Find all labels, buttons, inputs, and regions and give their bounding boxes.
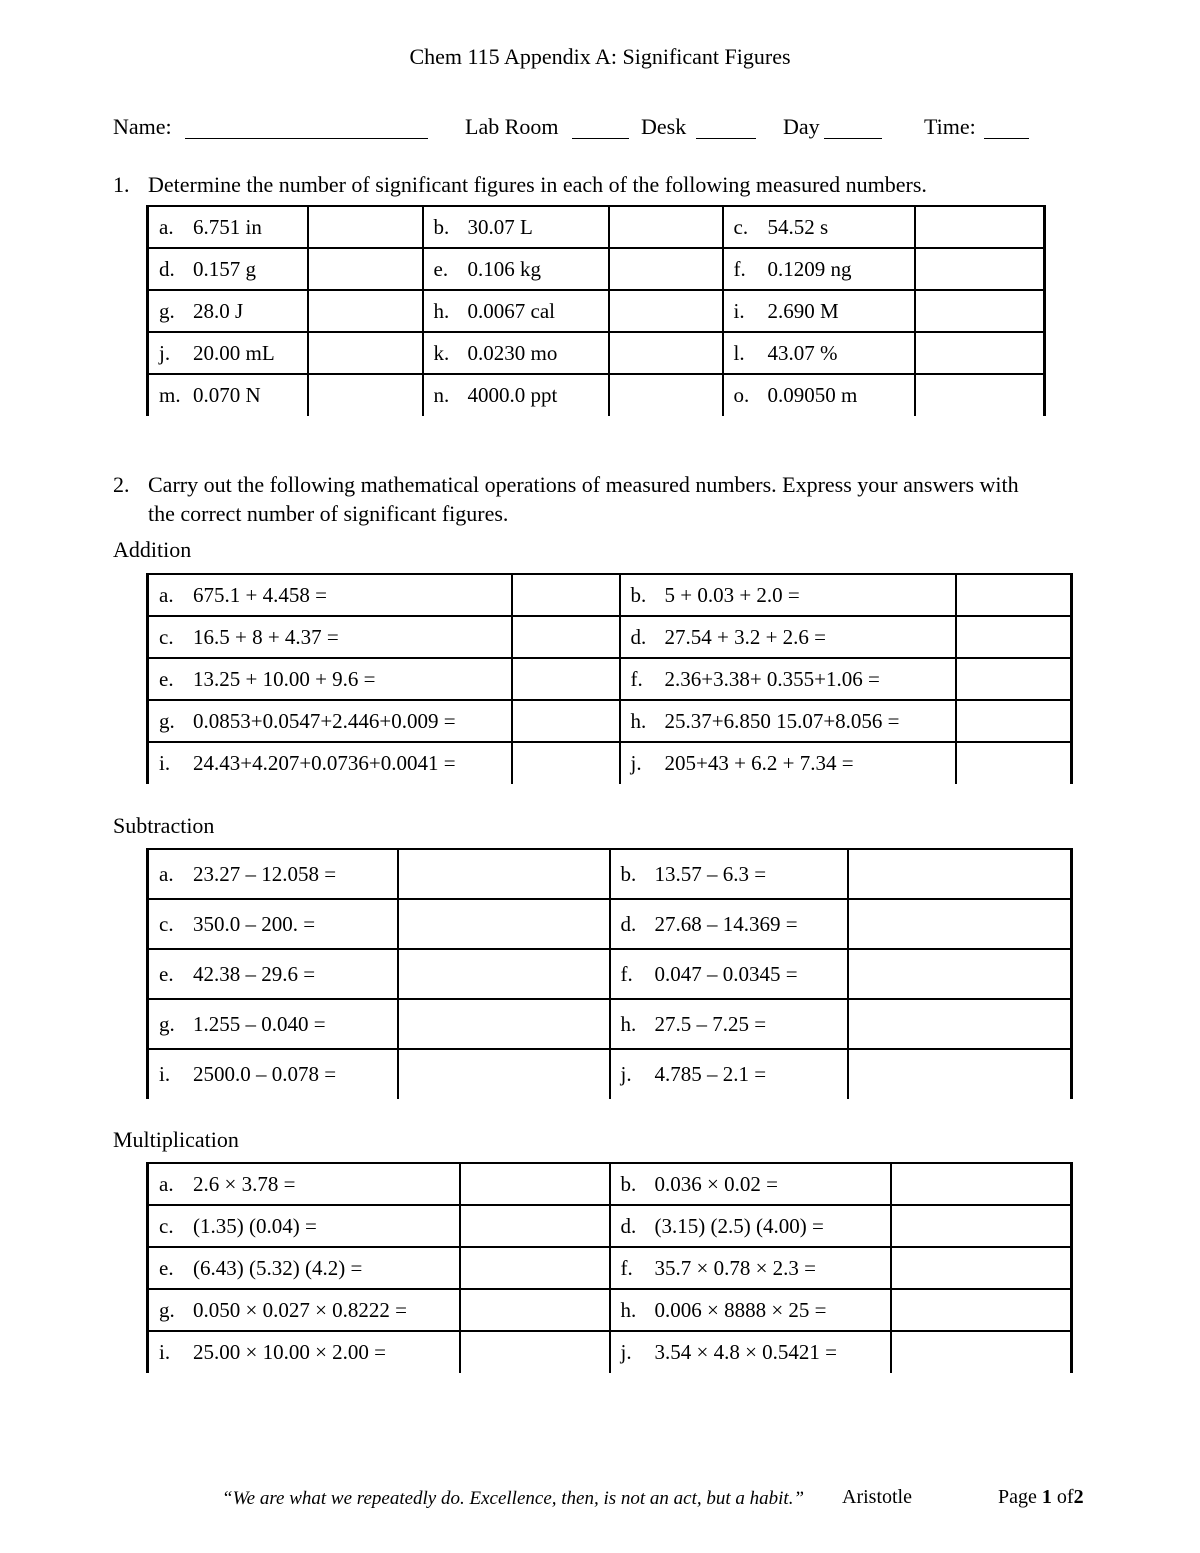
table-row	[148, 332, 1045, 374]
answer-cell[interactable]	[512, 700, 620, 742]
subtraction-heading: Subtraction	[113, 813, 215, 838]
answer-cell[interactable]	[609, 374, 723, 416]
problem-value: 4.785 – 2.1 =	[654, 1062, 767, 1086]
answer-cell[interactable]	[609, 290, 723, 332]
problem-cell	[610, 1289, 891, 1331]
answer-cell[interactable]	[891, 1247, 1072, 1289]
problem-value: 2500.0 – 0.078 =	[193, 1062, 337, 1086]
answer-cell[interactable]	[512, 742, 620, 784]
problem-letter: o.	[733, 383, 750, 407]
problem-cell	[610, 1331, 891, 1373]
table-row	[148, 248, 1045, 290]
problem-cell	[423, 332, 609, 374]
answer-cell[interactable]	[848, 949, 1072, 999]
answer-cell[interactable]	[915, 206, 1045, 248]
problem-cell	[148, 1163, 460, 1205]
problem-value: 0.036 × 0.02 =	[654, 1171, 778, 1196]
problem-value: 20.00 mL	[193, 340, 275, 365]
problem-value: 0.09050 m	[767, 383, 858, 407]
problem-value: 23.27 – 12.058 =	[193, 861, 337, 886]
problem-letter: d.	[620, 1213, 637, 1238]
answer-cell[interactable]	[848, 1049, 1072, 1099]
problem-value: 0.0067 cal	[467, 298, 555, 323]
problem-cell	[723, 332, 915, 374]
page-title: Chem 115 Appendix A: Significant Figures	[409, 44, 791, 69]
problem-value: 675.1 + 4.458 =	[193, 582, 327, 607]
problem-cell	[610, 1163, 891, 1205]
name-field[interactable]	[185, 118, 428, 139]
question-number: 1.	[113, 172, 130, 197]
problem-value: 0.050 × 0.027 × 0.8222 =	[193, 1297, 408, 1322]
answer-cell[interactable]	[891, 1163, 1072, 1205]
problem-value: (1.35) (0.04) =	[193, 1213, 317, 1238]
question-number: 2.	[113, 472, 130, 497]
problem-cell	[148, 206, 308, 248]
problem-value: 35.7 × 0.78 × 2.3 =	[654, 1255, 817, 1280]
problem-value: 3.54 × 4.8 × 0.5421 =	[654, 1340, 838, 1364]
problem-value: 43.07 %	[767, 340, 838, 365]
table-row	[148, 374, 1045, 416]
problem-letter: b.	[620, 861, 637, 886]
answer-cell[interactable]	[891, 1205, 1072, 1247]
lab-room-label: Lab Room	[465, 114, 559, 139]
problem-cell	[620, 742, 956, 784]
problem-letter: j.	[620, 1062, 632, 1086]
answer-cell[interactable]	[512, 658, 620, 700]
problem-value: 205+43 + 6.2 + 7.34 =	[664, 751, 854, 775]
problem-value: 42.38 – 29.6 =	[193, 961, 316, 986]
problem-value: 0.1209 ng	[767, 256, 852, 281]
footer-quote: “We are what we repeatedly do. Excellence, then, is not an act, but a habit.”	[222, 1488, 805, 1509]
answer-cell[interactable]	[609, 332, 723, 374]
table-row	[148, 1247, 1072, 1289]
problem-cell	[148, 742, 512, 784]
table-row	[148, 742, 1072, 784]
problem-letter: h.	[620, 1297, 637, 1322]
problem-cell	[423, 374, 609, 416]
day-field[interactable]	[824, 118, 882, 139]
problem-letter: e.	[159, 961, 174, 986]
problem-value: 54.52 s	[767, 214, 829, 239]
answer-cell[interactable]	[956, 616, 1072, 658]
problem-cell	[723, 248, 915, 290]
problem-value: 2.690 M	[767, 298, 839, 323]
problem-cell	[610, 949, 848, 999]
table-row	[148, 290, 1045, 332]
problem-letter: a.	[159, 214, 174, 239]
problem-letter: a.	[159, 1171, 174, 1196]
table-row	[148, 206, 1045, 248]
problem-value: 6.751 in	[193, 214, 262, 239]
problem-letter: e.	[159, 1255, 174, 1280]
problem-cell	[423, 290, 609, 332]
problem-letter: h.	[630, 708, 647, 733]
problem-letter: j.	[630, 751, 642, 775]
page-prefix: Page	[998, 1486, 1037, 1508]
table-row	[148, 658, 1072, 700]
answer-cell[interactable]	[308, 332, 423, 374]
problem-letter: k.	[433, 340, 450, 365]
problem-letter: h.	[620, 1011, 637, 1036]
problem-letter: a.	[159, 861, 174, 886]
answer-cell[interactable]	[398, 899, 610, 949]
problem-value: 27.54 + 3.2 + 2.6 =	[664, 624, 827, 649]
answer-cell[interactable]	[460, 1163, 610, 1205]
problem-cell	[723, 206, 915, 248]
desk-label: Desk	[641, 114, 687, 139]
problem-value: 16.5 + 8 + 4.37 =	[193, 624, 339, 649]
problem-cell	[148, 949, 398, 999]
table-row	[148, 616, 1072, 658]
answer-cell[interactable]	[398, 999, 610, 1049]
question-text-line-1: Carry out the following mathematical operations of measured numbers. Express your answers with	[148, 472, 1019, 497]
problem-cell	[620, 700, 956, 742]
table-row	[148, 1331, 1072, 1373]
problem-letter: i.	[733, 298, 745, 323]
problem-cell	[610, 1247, 891, 1289]
problem-value: 28.0 J	[193, 298, 244, 323]
problem-cell	[148, 1331, 460, 1373]
problem-cell	[148, 248, 308, 290]
problem-cell	[620, 574, 956, 616]
answer-cell[interactable]	[848, 999, 1072, 1049]
problem-letter: d.	[159, 256, 175, 281]
answer-cell[interactable]	[460, 1289, 610, 1331]
problem-letter: i.	[159, 1062, 171, 1086]
problem-letter: b.	[620, 1171, 637, 1196]
question-text: Determine the number of significant figures in each of the following measured numbers.	[148, 172, 927, 197]
answer-cell[interactable]	[956, 658, 1072, 700]
sig-fig-table	[146, 205, 1046, 416]
problem-cell	[610, 999, 848, 1049]
problem-cell	[148, 1247, 460, 1289]
problem-cell	[148, 1049, 398, 1099]
answer-cell[interactable]	[308, 374, 423, 416]
lab-room-field[interactable]	[572, 118, 629, 139]
table-row	[148, 1163, 1072, 1205]
problem-value: (6.43) (5.32) (4.2) =	[193, 1255, 363, 1280]
multiplication-heading: Multiplication	[113, 1127, 239, 1152]
page-total: 2	[1073, 1486, 1084, 1508]
answer-cell[interactable]	[308, 248, 423, 290]
problem-cell	[148, 849, 398, 899]
problem-letter: g.	[159, 708, 175, 733]
problem-cell	[148, 574, 512, 616]
problem-value: 13.57 – 6.3 =	[654, 861, 767, 886]
problem-value: 0.006 × 8888 × 25 =	[654, 1297, 827, 1322]
problem-letter: b.	[630, 582, 647, 607]
page-current: 1	[1041, 1486, 1052, 1508]
problem-letter: f.	[620, 1255, 633, 1280]
problem-cell	[423, 248, 609, 290]
problem-cell	[620, 616, 956, 658]
problem-letter: g.	[159, 1297, 175, 1322]
answer-cell[interactable]	[460, 1331, 610, 1373]
problem-letter: n.	[433, 383, 450, 407]
page-number	[998, 1486, 1084, 1509]
answer-cell[interactable]	[891, 1289, 1072, 1331]
answer-cell[interactable]	[512, 574, 620, 616]
table-row	[148, 1049, 1072, 1099]
answer-cell[interactable]	[460, 1205, 610, 1247]
problem-value: 13.25 + 10.00 + 9.6 =	[193, 666, 376, 691]
answer-cell[interactable]	[848, 899, 1072, 949]
problem-value: 0.047 – 0.0345 =	[654, 961, 798, 986]
problem-cell	[148, 899, 398, 949]
problem-cell	[148, 290, 308, 332]
day-label: Day	[783, 114, 820, 139]
answer-cell[interactable]	[891, 1331, 1072, 1373]
answer-cell[interactable]	[915, 290, 1045, 332]
problem-cell	[148, 374, 308, 416]
problem-letter: f.	[620, 961, 633, 986]
problem-letter: d.	[620, 911, 637, 936]
problem-value: 4000.0 ppt	[467, 383, 558, 407]
problem-letter: f.	[630, 666, 643, 691]
problem-cell	[148, 1205, 460, 1247]
answer-cell[interactable]	[609, 248, 723, 290]
problem-value: 1.255 – 0.040 =	[193, 1011, 326, 1036]
problem-letter: f.	[733, 256, 746, 281]
problem-cell	[620, 658, 956, 700]
answer-cell[interactable]	[398, 949, 610, 999]
addition-table	[146, 573, 1073, 784]
problem-letter: d.	[630, 624, 647, 649]
answer-cell[interactable]	[308, 290, 423, 332]
problem-value: 5 + 0.03 + 2.0 =	[664, 582, 800, 607]
problem-value: 0.157 g	[193, 256, 256, 281]
answer-cell[interactable]	[398, 1049, 610, 1099]
problem-letter: c.	[159, 911, 174, 936]
table-row	[148, 899, 1072, 949]
problem-cell	[723, 290, 915, 332]
answer-cell[interactable]	[915, 332, 1045, 374]
table-row	[148, 1289, 1072, 1331]
problem-value: (3.15) (2.5) (4.00) =	[654, 1213, 824, 1238]
problem-letter: b.	[433, 214, 450, 239]
answer-cell[interactable]	[512, 616, 620, 658]
time-field[interactable]	[984, 118, 1029, 139]
problem-value: 2.6 × 3.78 =	[193, 1171, 296, 1196]
subtraction-table	[146, 848, 1073, 1099]
problem-letter: m.	[159, 383, 181, 407]
problem-value: 27.68 – 14.369 =	[654, 911, 798, 936]
table-row	[148, 574, 1072, 616]
problem-value: 0.0230 mo	[467, 340, 558, 365]
problem-cell	[610, 1205, 891, 1247]
question-2	[113, 470, 1113, 530]
table-row	[148, 949, 1072, 999]
problem-letter: i.	[159, 1340, 171, 1364]
addition-heading: Addition	[113, 537, 192, 562]
answer-cell[interactable]	[956, 574, 1072, 616]
table-row	[148, 700, 1072, 742]
answer-cell[interactable]	[398, 849, 610, 899]
problem-value: 0.070 N	[193, 383, 261, 407]
question-text-line-2: the correct number of significant figures.	[148, 501, 509, 526]
answer-cell[interactable]	[915, 374, 1045, 416]
problem-cell	[723, 374, 915, 416]
table-row	[148, 999, 1072, 1049]
answer-cell[interactable]	[460, 1247, 610, 1289]
problem-letter: c.	[159, 624, 174, 649]
footer-author: Aristotle	[842, 1486, 912, 1508]
page-of: of	[1056, 1486, 1074, 1508]
problem-value: 2.36+3.38+ 0.355+1.06 =	[664, 666, 880, 691]
problem-value: 350.0 – 200. =	[193, 911, 316, 936]
table-row	[148, 1205, 1072, 1247]
problem-cell	[610, 1049, 848, 1099]
problem-letter: g.	[159, 1011, 175, 1036]
problem-letter: l.	[733, 340, 745, 365]
problem-letter: j.	[159, 340, 171, 365]
problem-value: 0.106 kg	[467, 256, 541, 281]
problem-cell	[148, 1289, 460, 1331]
problem-letter: h.	[433, 298, 450, 323]
question-1	[113, 170, 1113, 200]
answer-cell[interactable]	[609, 206, 723, 248]
answer-cell[interactable]	[308, 206, 423, 248]
problem-cell	[148, 700, 512, 742]
problem-letter: g.	[159, 298, 175, 323]
desk-field[interactable]	[696, 118, 756, 139]
answer-cell[interactable]	[848, 849, 1072, 899]
problem-value: 27.5 – 7.25 =	[654, 1011, 767, 1036]
problem-letter: j.	[620, 1340, 632, 1364]
problem-cell	[148, 658, 512, 700]
time-label: Time:	[924, 114, 976, 139]
problem-letter: c.	[159, 1213, 174, 1238]
problem-letter: e.	[159, 666, 174, 691]
problem-letter: a.	[159, 582, 174, 607]
problem-letter: c.	[733, 214, 749, 239]
answer-cell[interactable]	[956, 742, 1072, 784]
problem-letter: e.	[433, 256, 449, 281]
name-label: Name:	[113, 114, 172, 139]
problem-value: 25.37+6.850 15.07+8.056 =	[664, 708, 900, 733]
problem-value: 25.00 × 10.00 × 2.00 =	[193, 1340, 387, 1364]
problem-cell	[148, 616, 512, 658]
problem-cell	[610, 849, 848, 899]
multiplication-table	[146, 1162, 1073, 1373]
problem-cell	[148, 999, 398, 1049]
problem-cell	[423, 206, 609, 248]
answer-cell[interactable]	[915, 248, 1045, 290]
answer-cell[interactable]	[956, 700, 1072, 742]
problem-cell	[610, 899, 848, 949]
problem-value: 24.43+4.207+0.0736+0.0041 =	[193, 751, 456, 775]
problem-value: 30.07 L	[467, 214, 533, 239]
problem-cell	[148, 332, 308, 374]
table-row	[148, 849, 1072, 899]
problem-letter: i.	[159, 751, 171, 775]
problem-value: 0.0853+0.0547+2.446+0.009 =	[193, 708, 456, 733]
